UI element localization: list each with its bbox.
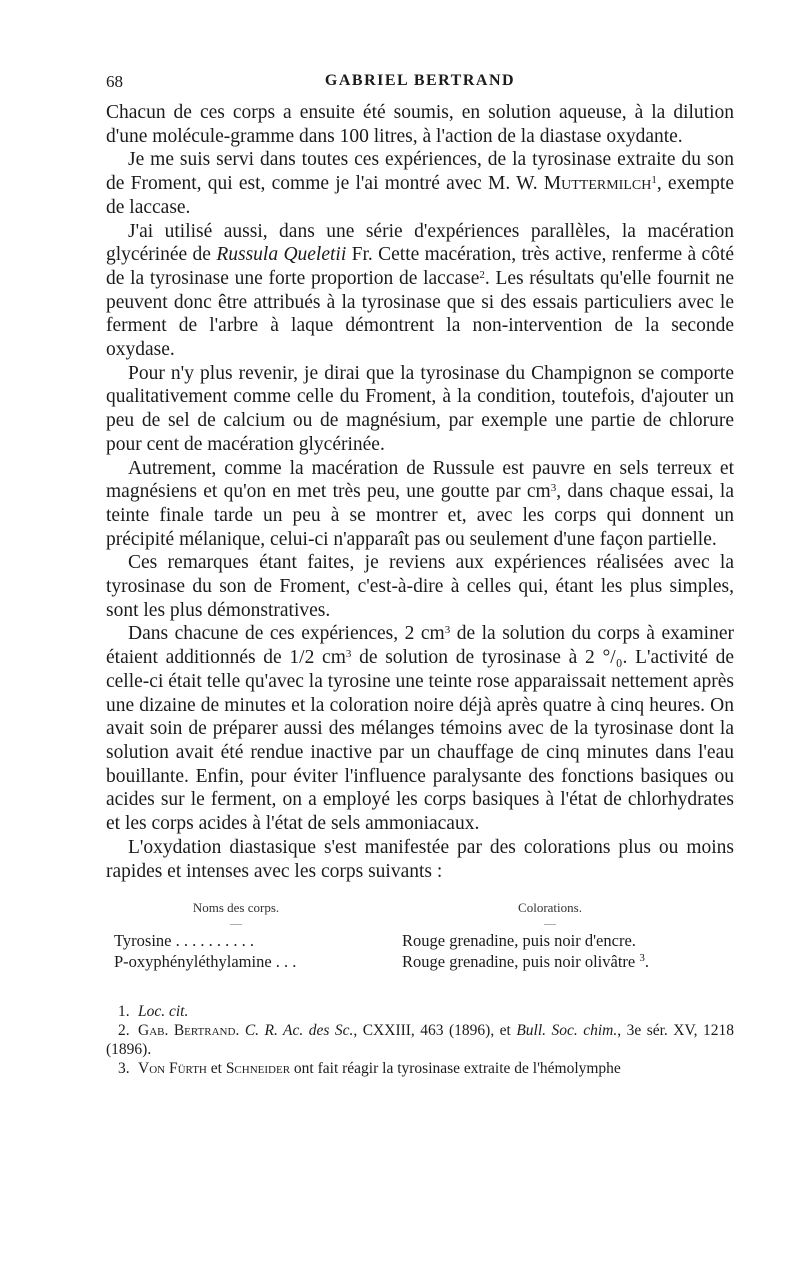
footnote-3-mark: 3.: [118, 1060, 130, 1078]
column-header-colorations: Colorations.: [518, 900, 582, 916]
footnote-2-journal-1: C. R. Ac. des Sc.: [244, 1022, 354, 1040]
author-name-muttermilch: Muttermilch: [543, 173, 652, 195]
page-number: 68: [106, 72, 123, 91]
paragraph-5-text-a: Autrement, comme la macération de Russule est pauvre en sels terreux et magnésiens et qu'on en met très peu, une goutte par cm: [106, 457, 734, 503]
footnote-3-mid: et: [206, 1060, 226, 1078]
paragraph-5: [106, 457, 734, 552]
coloration-value: Rouge grenadine, puis noir d'encre.: [402, 931, 636, 951]
footnote-2-mark: 2.: [118, 1022, 130, 1040]
compound-name: Tyrosine . . . . . . . . . .: [114, 931, 255, 951]
table-dash-row: [106, 916, 734, 930]
paragraph-7-text-b: de la solution du corps à examiner étaient additionnés de 1/2 cm: [106, 623, 734, 669]
footnote-3-author-2: Schneider: [225, 1060, 291, 1078]
footnote-3-text: ont fait réagir la tyrosinase extraite de l'hémolymphe: [290, 1060, 621, 1078]
paragraph-7-text-c: de solution de tyrosinase à 2: [351, 647, 603, 669]
footnote-1-text: Loc. cit.: [138, 1003, 189, 1021]
table-row: [106, 930, 734, 951]
coloration-end: .: [644, 952, 649, 972]
running-head: GABRIEL BERTRAND: [324, 72, 516, 89]
paragraph-4: Pour n'y plus revenir, je dirai que la tyrosinase du Champignon se comporte qualitativement comme celle du Froment, à la condition, toutefois, d'ajouter un peu de sel de calcium ou de magnésium, par exemple une partie de chlorure pour cent de macération glycérinée.: [106, 362, 734, 455]
cm3-superscript: 3: [345, 648, 352, 661]
header-dash: —: [544, 916, 556, 931]
body-text: [106, 101, 734, 883]
table-row: [106, 951, 734, 972]
footnote-1-mark: 1.: [118, 1003, 130, 1021]
paragraph-5-text-b: , dans chaque essai, la teinte finale tarde un peu à se montrer et, avec les corps qui donnent un précipité mélanique, celui-ci n'apparaît pas ou seulement d'une façon partielle.: [106, 481, 735, 550]
footnote-2-author: Gab. Bertrand.: [138, 1022, 240, 1040]
paragraph-1: Chacun de ces corps a ensuite été soumis, en solution aqueuse, à la dilution d'une molécule-gramme dans 100 litres, à l'action de la diastase oxydante.: [106, 102, 734, 147]
table-header-row: [106, 900, 734, 916]
header-dash: —: [230, 916, 242, 931]
cm3-superscript: 3: [550, 482, 557, 495]
coloration-cell: [366, 951, 734, 972]
paragraph-6: Ces remarques étant faites, je reviens aux expériences réalisées avec la tyrosinase du son de Froment, c'est-à-dire à celles qui, étant les plus simples, sont les plus démonstratives.: [106, 552, 734, 621]
footnote-ref-3: 3: [639, 952, 645, 965]
book-page: [106, 72, 734, 1078]
paragraph-7: [106, 622, 734, 835]
coloration-value: Rouge grenadine, puis noir olivâtre: [402, 952, 636, 972]
page-header: [106, 72, 734, 94]
paragraph-2-text-a: Je me suis servi dans toutes ces expériences, de la tyrosinase extraite du son de Froment, qui est, comme je l'ai montré avec M. W.: [106, 149, 734, 195]
species-name: Russula Queletii: [216, 244, 347, 266]
paragraph-3: [106, 220, 734, 362]
per-mille-sign: °/₀: [602, 647, 623, 669]
paragraph-2: [106, 148, 734, 219]
cm3-superscript: 3: [444, 624, 451, 637]
footnote-3: [106, 1059, 734, 1078]
paragraph-3-text-b: Fr. Cette macération, très active, renferme à côté de la tyrosinase une forte proportion de laccase: [106, 244, 734, 289]
paragraph-3-text-a: J'ai utilisé aussi, dans une série d'expériences parallèles, la macération glycérinée de: [106, 220, 734, 266]
paragraph-8: L'oxydation diastasique s'est manifestée par des colorations plus ou moins rapides et intenses avec les corps suivants :: [106, 836, 734, 882]
footnote-1: [106, 1002, 734, 1021]
paragraph-7-text-a: Dans chacune de ces expériences, 2 cm: [128, 623, 445, 645]
paragraph-3-text-c: . Les résultats qu'elle fournit ne peuvent donc être attribués à la tyrosinase que si des essais particuliers avec le ferment de l'arbre à laque démontrent la non-intervention de la seconde oxydase.: [106, 267, 734, 361]
column-header-names: Noms des corps.: [192, 900, 280, 916]
footnote-ref-1: 1: [651, 174, 657, 187]
footnote-2: [106, 1021, 734, 1059]
footnote-2-ref-1: , CXXIII, 463 (1896), et: [353, 1022, 517, 1040]
footnotes: [106, 1002, 734, 1078]
compound-name: P-oxyphényléthylamine . . .: [114, 952, 297, 972]
footnote-2-ref-2: , 3e sér. XV, 1218 (1896).: [106, 1022, 734, 1059]
footnote-3-author-1: Von Fürth: [138, 1060, 207, 1078]
paragraph-7-text-d: . L'activité de celle-ci était telle qu'avec la tyrosine une teinte rose apparaissait nettement après une dizaine de minutes et la coloration noire déjà après quatre à cinq heures. On avait soin de préparer aussi des mélanges témoins avec de la tyrosinase dont la solution avait été rendue inactive par un chauffage de cinq minutes dans l'eau bouillante. Enfin, pour éviter l'influence paralysante des fonctions basiques ou acides sur le ferment, on a employé les corps basiques à l'état de chlorhydrates et les corps acides à l'état de sels ammoniacaux.: [106, 647, 735, 835]
footnote-ref-2: 2: [479, 268, 485, 281]
coloration-table: [106, 900, 734, 972]
paragraph-2-text-b: , exempte de laccase.: [106, 173, 734, 218]
footnote-2-journal-2: Bull. Soc. chim.: [516, 1022, 618, 1040]
